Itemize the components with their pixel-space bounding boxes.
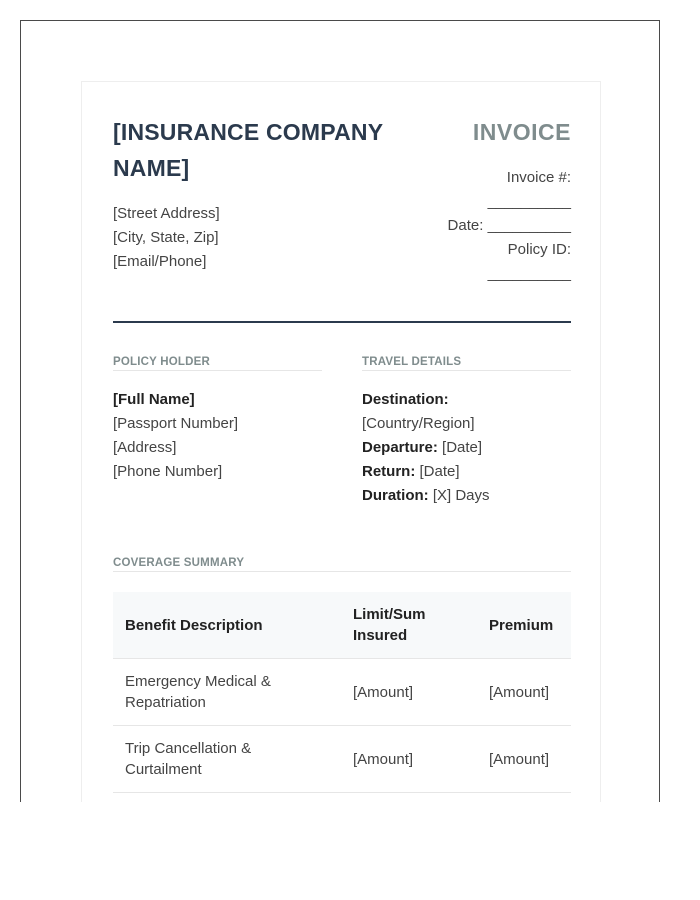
destination-label: Destination:	[362, 391, 449, 408]
document-viewport	[20, 20, 660, 802]
coverage-summary-section	[113, 557, 571, 793]
table-row	[113, 726, 571, 793]
benefit-description: Emergency Medical & Repatriation	[113, 659, 341, 726]
benefit-description: Trip Cancellation & Curtailment	[113, 726, 341, 793]
column-header-premium: Premium	[479, 592, 571, 659]
travel-details	[362, 388, 571, 508]
limit-amount: [Amount]	[341, 659, 479, 726]
company-city: [City, State, Zip]	[113, 229, 219, 246]
column-header-limit: Limit/Sum Insured	[341, 592, 479, 659]
holder-full-name: [Full Name]	[113, 391, 195, 408]
departure-label: Departure:	[362, 439, 438, 456]
holder-passport: [Passport Number]	[113, 415, 239, 432]
invoice-number-blank: __________	[487, 193, 571, 210]
limit-amount: [Amount]	[341, 726, 479, 793]
travel-details-heading: TRAVEL DETAILS	[362, 356, 571, 371]
return-label: Return:	[362, 463, 416, 480]
invoice-date: Date: __________	[447, 217, 571, 234]
policy-id-blank: __________	[487, 265, 571, 282]
policy-holder-section	[113, 356, 322, 484]
company-name: [INSURANCE COMPANY NAME]	[113, 119, 383, 181]
premium-amount: [Amount]	[479, 659, 571, 726]
company-contact: [Email/Phone]	[113, 253, 207, 270]
company-street: [Street Address]	[113, 205, 220, 222]
coverage-summary-heading: COVERAGE SUMMARY	[113, 557, 571, 572]
table-row	[113, 659, 571, 726]
policy-id-label: Policy ID:	[507, 241, 571, 258]
departure-value: [Date]	[442, 439, 483, 456]
header-divider	[113, 321, 571, 323]
company-address	[113, 202, 220, 274]
travel-details-section	[362, 356, 571, 508]
invoice-meta	[421, 166, 571, 286]
invoice-page	[81, 81, 601, 802]
duration-value: [X] Days	[432, 487, 490, 504]
policy-holder-heading: POLICY HOLDER	[113, 356, 322, 371]
coverage-header-row	[113, 592, 571, 659]
duration-label: Duration:	[362, 487, 429, 504]
column-header-benefit: Benefit Description	[113, 592, 341, 659]
duration-row	[362, 484, 571, 508]
coverage-table	[113, 592, 571, 793]
policy-holder-details	[113, 388, 322, 484]
destination-value: [Country/Region]	[362, 415, 475, 432]
invoice-title: INVOICE	[472, 119, 571, 145]
return-value: [Date]	[419, 463, 460, 480]
return-row	[362, 460, 571, 484]
holder-address: [Address]	[113, 439, 177, 456]
departure-row	[362, 436, 571, 460]
holder-phone: [Phone Number]	[113, 463, 223, 480]
invoice-number-label: Invoice #:	[506, 169, 571, 186]
premium-amount: [Amount]	[479, 726, 571, 793]
